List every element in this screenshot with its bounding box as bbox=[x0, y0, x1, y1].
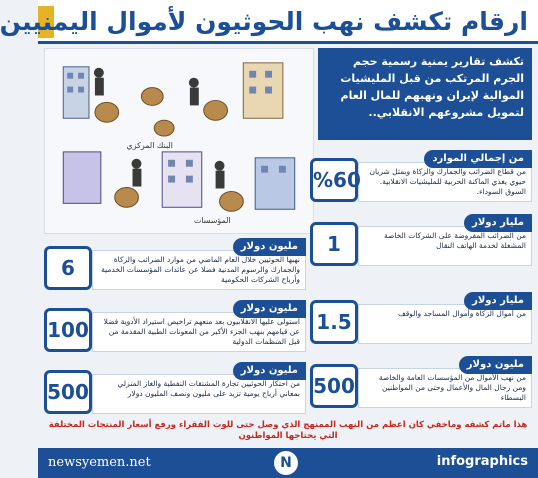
card-tag: مليون دولار bbox=[233, 238, 306, 256]
site-url[interactable]: newsyemen.net bbox=[48, 455, 151, 470]
card-tag: مليار دولار bbox=[464, 214, 532, 232]
card-text: من قطاع الضرائب والجمارك والزكاة ويمثل شريان حيوي يغذي الماكنة الحربية للمليشيات الانقلابية. السوق السوداء. bbox=[369, 167, 526, 196]
stat-card-medicine bbox=[44, 300, 306, 352]
illustration bbox=[44, 48, 314, 234]
card-tag: مليون دولار bbox=[233, 362, 306, 380]
logo-icon: N bbox=[274, 451, 298, 475]
brand-name bbox=[437, 454, 528, 469]
card-tag: من إجمالي الموارد bbox=[424, 150, 532, 168]
card-tag: مليار دولار bbox=[464, 292, 532, 310]
card-number: 6 bbox=[44, 246, 92, 290]
card-number: 1.5 bbox=[310, 300, 358, 344]
card-text: استولى عليها الانقلابيون بعد منعهم تراخيص استيراد الأدوية فضلا عن قيامهم بنهب الجزء الأكبر من المعونات الطبية المقدمة من قبل المنظمات الدولية bbox=[103, 317, 300, 346]
card-number: 500 bbox=[44, 370, 92, 414]
card-text: من نهب الأموال من المؤسسات العامة والخاصة ومن رجال المال والأعمال وحتى من المواطنين البسطاء bbox=[378, 373, 526, 402]
label-treasury: البنك المركزي bbox=[126, 140, 173, 150]
card-number: 1 bbox=[310, 222, 358, 266]
stat-card-resources bbox=[310, 150, 532, 202]
card-text: نهبها الحوثيين خلال العام الماضي من موارد الضرائب والزكاة والجمارك والرسوم المدنية فضلا عن عائدات المؤسسات الخدمية وأرباح الشركات الحكومية bbox=[101, 255, 300, 284]
card-tag: مليون دولار bbox=[233, 300, 306, 318]
intro-text: تكشف تقارير يمنية رسمية حجم الجرم المرتكب من قبل المليشيات الموالية لإيران ونهبهم للمال العام لتمويل مشروعهم الانقلابي.. bbox=[318, 48, 532, 140]
card-text: من احتكار الحوثيين تجارة المشتقات النفطية والغاز المنزلي بمعاني أرباح يومية تزيد على مليون ونصف المليون دولار bbox=[117, 379, 300, 398]
header bbox=[0, 0, 538, 44]
card-text: من أموال الزكاة وأموال المساجد والوقف bbox=[397, 309, 526, 318]
stat-card-zakat bbox=[310, 292, 532, 344]
label-institutions: المؤسسات bbox=[193, 216, 231, 226]
footnote: هذا ماتم كشفه وماخفي كان اعظم من النهب الممنهج الذي وصل حتى للوت الفقراء ورفع أسعار المنتجات المختلفة التي يحتاجها المواطنون bbox=[48, 420, 528, 441]
card-text: من الضرائب المفروضة على الشركات الخاصة المشغلة لخدمة الهاتف النقال bbox=[383, 231, 526, 250]
card-number: 100 bbox=[44, 308, 92, 352]
card-number: 500 bbox=[310, 364, 358, 408]
page-title: ارقام تكشف نهب الحوثيون لأموال اليمنيين bbox=[0, 7, 528, 36]
brand-main: infographics bbox=[436, 454, 528, 469]
stat-card-fuel bbox=[44, 362, 306, 414]
looting-illustration bbox=[45, 49, 313, 233]
footer bbox=[38, 448, 538, 478]
card-number: %60 bbox=[310, 158, 358, 202]
card-tag: مليون دولار bbox=[459, 356, 532, 374]
stat-card-institutions bbox=[310, 356, 532, 408]
stat-card-revenue bbox=[44, 238, 306, 290]
stat-card-telecom-tax bbox=[310, 214, 532, 266]
